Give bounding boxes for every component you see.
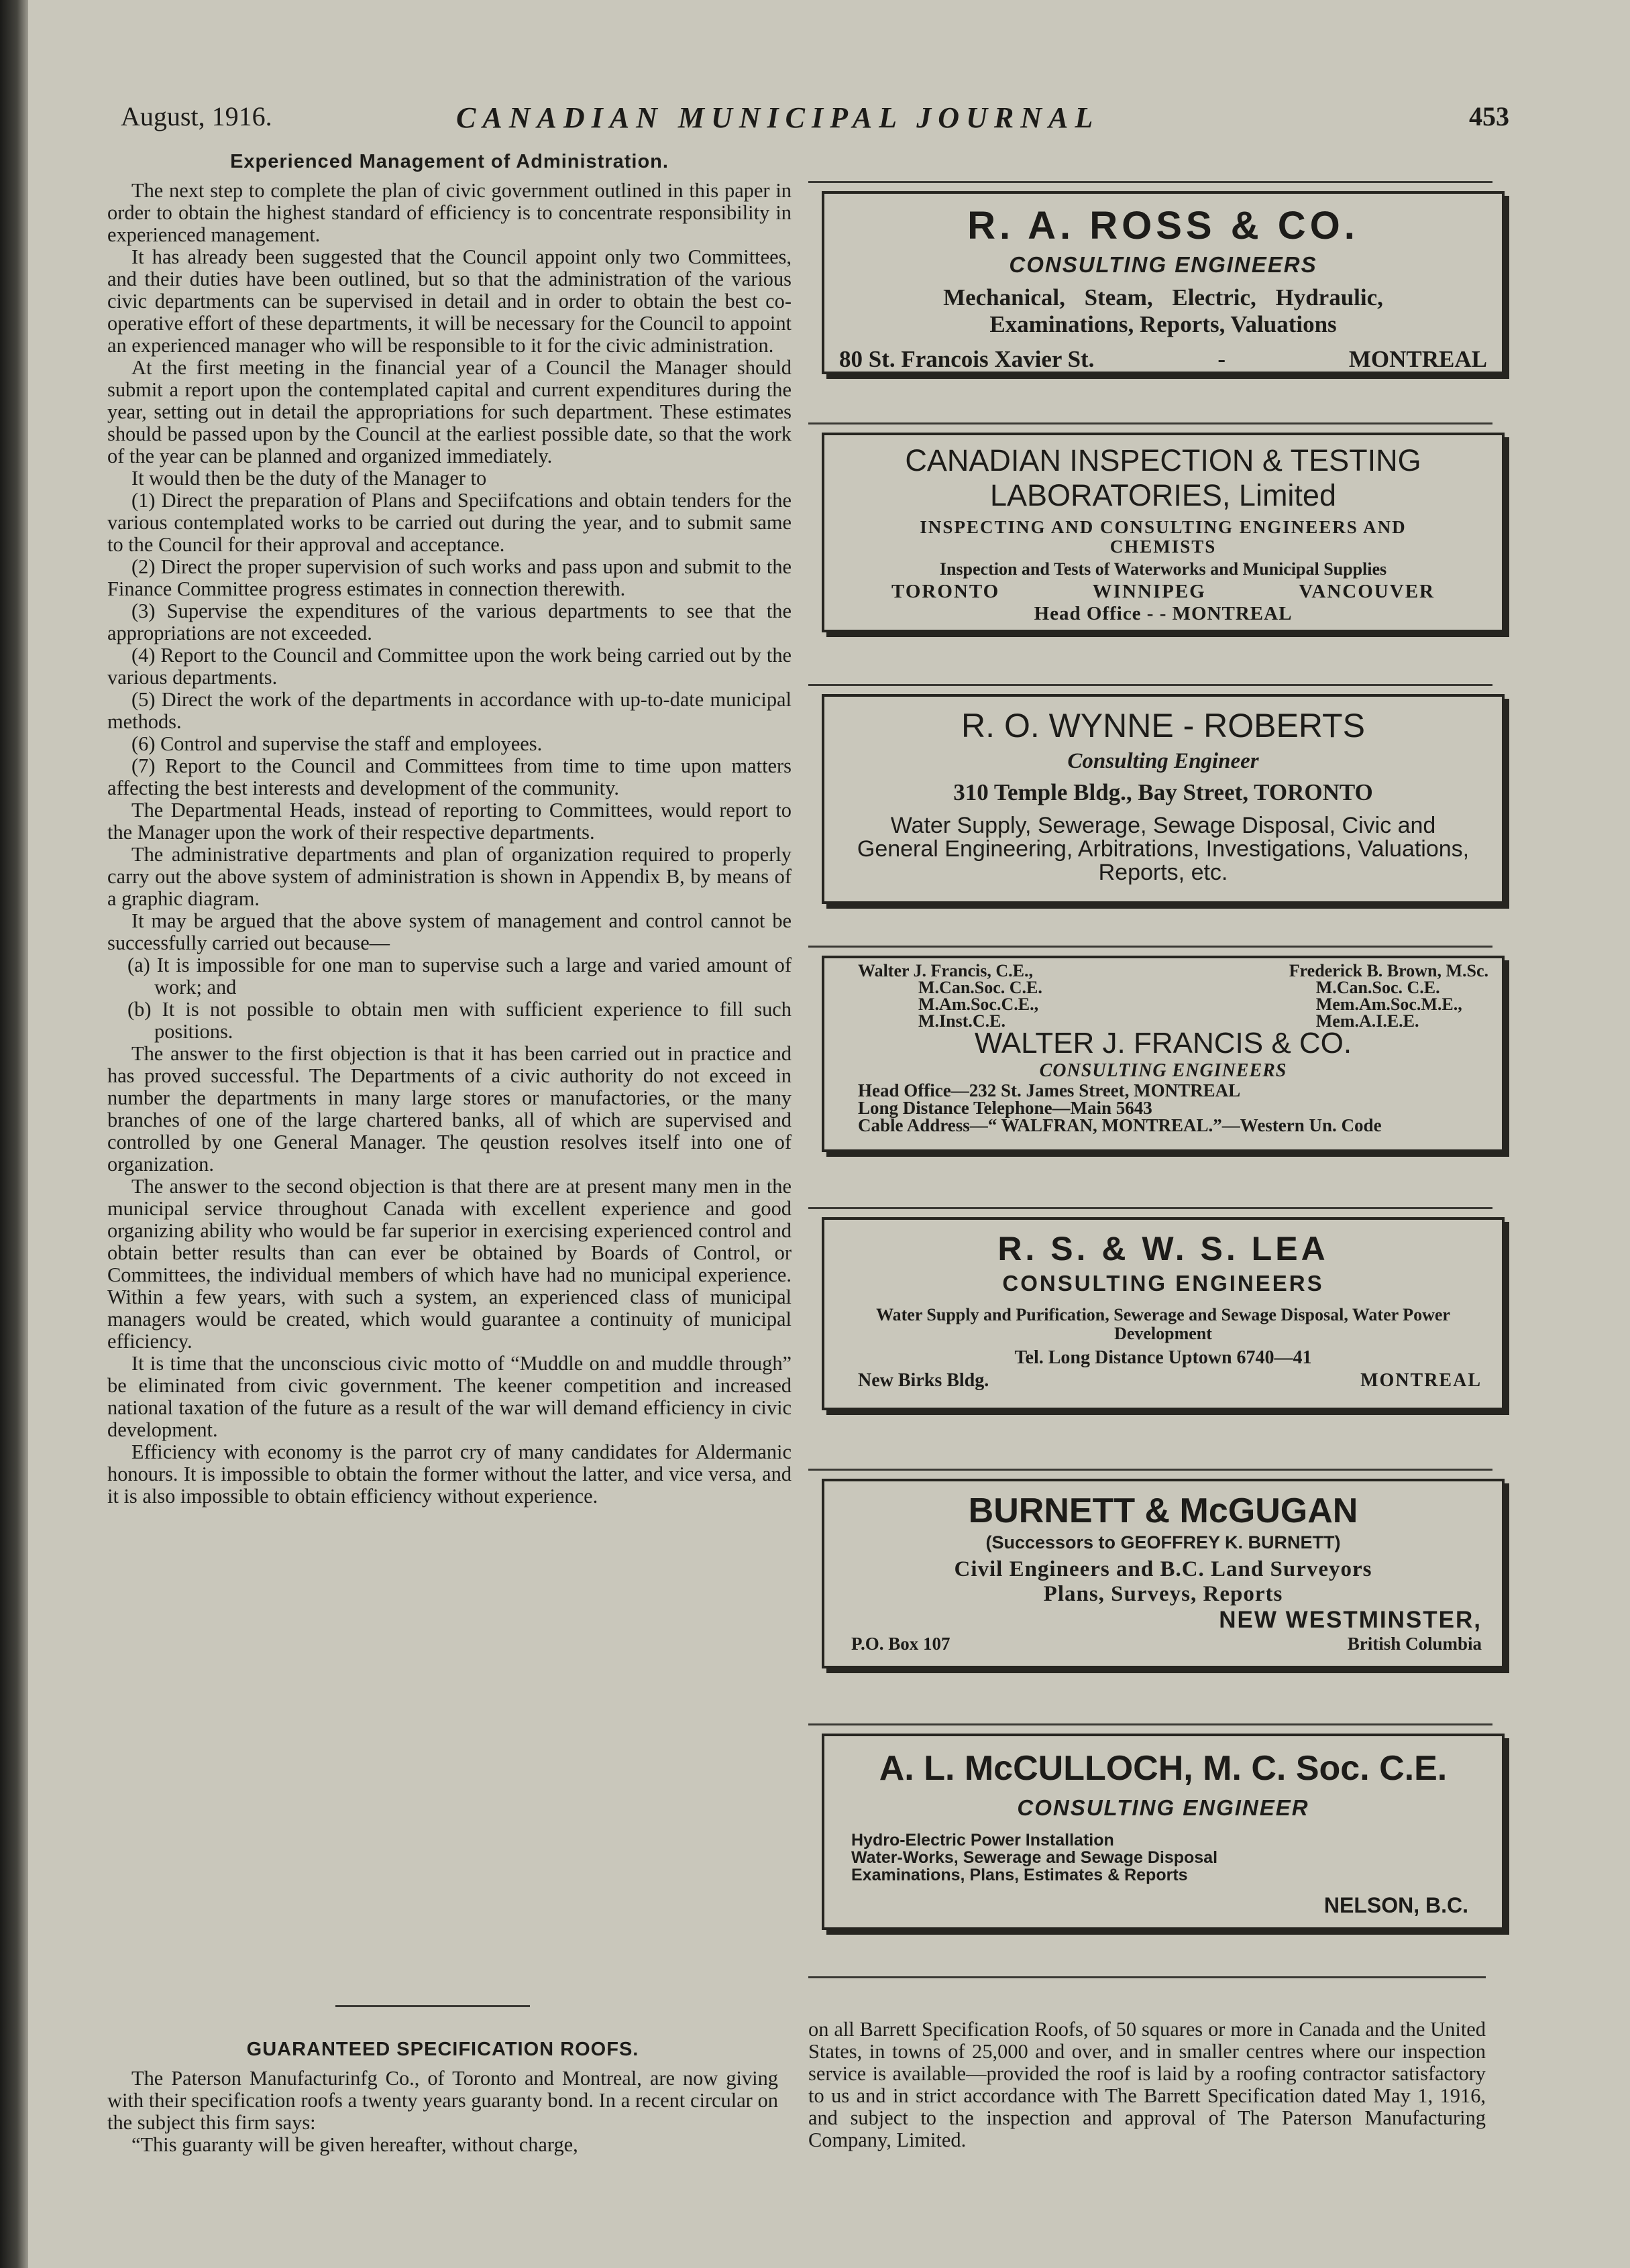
duty-item: (4) Report to the Council and Committee upon the work being carried out by the various departments. [107,644,792,689]
journal-title: CANADIAN MUNICIPAL JOURNAL [456,101,1100,134]
article-paragraph: Efficiency with economy is the parrot cry of many candidates for Aldermanic honours. It is impossible to obtain the former without the latter, and vice versa, and it is also impossible to obtain efficiency without experience. [107,1440,792,1508]
ad-ross-subtitle: CONSULTING ENGINEERS [1009,252,1317,277]
roofs-heading: GUARANTEED SPECIFICATION ROOFS. [246,2039,639,2060]
ad-burnett-province: British Columbia [1347,1634,1482,1654]
page-number: 453 [1469,101,1509,131]
ad-francis-head-office: Head Office—232 St. James Street, MONTREAL [858,1080,1241,1100]
objection-item: (a) It is impossible for one man to supervise such a large and varied amount of work; and [127,954,792,999]
ad-mcculloch-city: NELSON, B.C. [1323,1893,1468,1917]
ad-rule [808,1207,1492,1209]
ad-ross-address: 80 St. Francois Xavier St. [839,346,1095,372]
ads-bottom-rule [808,1976,1486,1978]
ad-mcculloch-name: A. L. McCULLOCH, M. C. Soc. C.E. [879,1749,1448,1788]
ad-ross-city: MONTREAL [1348,346,1487,372]
ad-rule [808,181,1492,183]
article-paragraph: It would then be the duty of the Manager to [131,467,487,490]
ad-lea-telephone: Tel. Long Distance Uptown 6740—41 [1014,1347,1312,1368]
ad-francis-name: WALTER J. FRANCIS & CO. [974,1027,1352,1060]
ad-burnett-name: BURNETT & McGUGAN [968,1491,1358,1530]
ad-mcculloch-services: Hydro-Electric Power Installation [851,1831,1114,1850]
ad-francis [822,956,1505,1152]
ad-rule [808,684,1492,686]
ad-wr-services: Water Supply, Sewerage, Sewage Disposal, Civic and General Engineering, Arbitrations, Investigations, Valuations, Reports, etc. [857,813,1470,885]
ad-ci-name: CANADIAN INSPECTION & TESTING [905,443,1421,477]
ad-rule [808,1469,1492,1471]
ad-lea-subtitle: CONSULTING ENGINEERS [1002,1271,1324,1296]
roofs-paragraph: The Paterson Manufacturinfg Co., of Toronto and Montreal, are now giving with their specification roofs a twenty years guaranty bond. In a recent circular on the subject this firm says: [107,2067,778,2134]
ad-ci-name: LABORATORIES, Limited [989,478,1336,512]
ad-francis-partner: M.Am.Soc.C.E., [918,995,1039,1014]
ad-ci-city: WINNIPEG [1092,581,1206,602]
duty-item: (1) Direct the preparation of Plans and Speciifcations and obtain tenders for the various contemplated works to be carried out during the year, and to submit same to the Council for their approval and acceptance. [107,489,792,556]
roofs-paragraph: “This guaranty will be given hereafter, without charge, [131,2133,578,2156]
ad-ci-head-office: Head Office - - MONTREAL [1034,603,1293,624]
ad-francis-cable: Cable Address—“ WALFRAN, MONTREAL.”—Western Un. Code [858,1115,1382,1135]
ad-francis-partner: Frederick B. Brown, M.Sc. [1289,961,1488,980]
article-paragraph: The next step to complete the plan of civic government outlined in this paper in order to obtain the highest standard of efficiency is to concentrate responsibility in experienced management. [107,179,792,246]
roofs-article-right [808,2019,1486,2151]
ad-ross-services: Mechanical, Steam, Electric, Hydraulic, [943,284,1383,310]
ad-burnett-services: Plans, Surveys, Reports [1043,1582,1283,1606]
ad-burnett-city: NEW WESTMINSTER, [1219,1607,1482,1633]
ad-francis-subtitle: CONSULTING ENGINEERS [1039,1060,1287,1081]
page-header [114,101,1509,148]
ad-ross-name: R. A. ROSS & CO. [967,204,1359,247]
duty-item: (2) Direct the proper supervision of such works and pass upon and submit to the Finance Committee progress estimates in connection therewith. [107,555,792,600]
ad-lea [822,1217,1505,1410]
duty-item: (5) Direct the work of the departments in accordance with up-to-date municipal methods. [107,688,792,733]
ad-ci-desc: Inspection and Tests of Waterworks and Municipal Supplies [939,559,1387,579]
ad-rule [808,946,1492,948]
ad-francis-partner: M.Can.Soc. C.E. [918,978,1042,997]
article-paragraph: The answer to the first objection is that it has been carried out in practice and has proved successful. The Departments of a civic authority do not exceed in number the departments in many large stores or manufactories, or the many branches of one of the large chartered banks, all of which are supervised and controlled by one General Manager. The qeustion resolves itself into one of organization. [107,1042,792,1176]
ad-lea-services: Water Supply and Purification, Sewerage and Sewage Disposal, Water Power Development [876,1305,1450,1343]
ad-burnett-services: Civil Engineers and B.C. Land Surveyors [954,1557,1372,1581]
ad-burnett-po-box: P.O. Box 107 [851,1634,950,1654]
ad-ci-city: VANCOUVER [1299,581,1435,602]
article-paragraph: The Departmental Heads, instead of reporting to Committees, would report to the Manager upon the work of their respective departments. [107,799,792,844]
ad-francis-partner: Mem.Am.Soc.M.E., [1315,995,1462,1014]
duty-item: (6) Control and supervise the staff and employees. [131,732,543,755]
ad-mcculloch [822,1734,1505,1930]
article-column [107,151,792,1508]
duty-item: (7) Report to the Council and Committees from time to time upon matters affecting the best interests and development of the community. [107,754,792,799]
article-paragraph: The administrative departments and plan of organization required to properly carry out the above system of administration is shown in Appendix B, by means of a graphic diagram. [107,843,792,910]
ad-burnett-successors: (Successors to GEOFFREY K. BURNETT) [985,1532,1341,1552]
ad-ross-services: Examinations, Reports, Valuations [989,311,1337,337]
ad-wr-subtitle: Consulting Engineer [1067,749,1259,773]
ad-mcculloch-subtitle: CONSULTING ENGINEER [1017,1795,1309,1820]
ad-francis-partner: M.Can.Soc. C.E. [1315,978,1440,997]
ad-mcculloch-services: Examinations, Plans, Estimates & Reports [851,1866,1188,1884]
ad-burnett [822,1479,1505,1668]
article-paragraph: At the first meeting in the financial year of a Council the Manager should submit a report upon the contemplated capital and current expenditures during the year, setting out in detail the appropriations for such department. These estimates should be passed upon by the Council at the earliest possible date, so that the work of the year can be planned and organized immediately. [107,356,792,467]
ad-ross [822,191,1505,374]
ad-francis-telephone: Long Distance Telephone—Main 5643 [858,1098,1152,1118]
ad-francis-partner: M.Inst.C.E. [918,1011,1006,1031]
ad-ross-dash: - [1217,346,1226,372]
issue-date: August, 1916. [121,101,272,131]
ad-rule [808,422,1492,424]
ad-canadian-inspection [822,433,1505,632]
article-paragraph: It is time that the unconscious civic motto of “Muddle on and muddle through” be eliminated from civic government. The keener competition and increased national taxation of the future as a result of the war will demand efficiency in civic development. [107,1352,792,1441]
ad-wynne-roberts [822,694,1505,904]
roofs-article-left [107,2035,778,2156]
ad-lea-name: R. S. & W. S. LEA [997,1230,1329,1267]
section-divider [335,2005,530,2007]
ad-rule [808,1723,1492,1725]
ad-mcculloch-services: Water-Works, Sewerage and Sewage Disposal [851,1848,1218,1867]
article-paragraph: It may be argued that the above system of management and control cannot be successfully carried out because— [107,909,792,954]
article-paragraph: It has already been suggested that the Council appoint only two Committees, and their duties have been outlined, but so that the administration of the various civic departments can be supervised in detail and in order to obtain the best co-operative effort of these departments, it will be necessary for the Council to appoint an experienced manager who will be responsible to it for the civic administration. [107,245,792,357]
page-binding-shadow [0,0,28,2268]
ad-wr-name: R. O. WYNNE - ROBERTS [961,707,1365,744]
roofs-paragraph: on all Barrett Specification Roofs, of 50 squares or more in Canada and the United States, in towns of 25,000 and over, and in smaller centres where our inspection service is available—provided the roof is laid by a roofing contractor satisfactory to us and in strict accordance with The Barrett Specification dated May 1, 1916, and subject to the inspection and approval of The Paterson Manufacturing Company, Limited. [808,2018,1486,2151]
duty-item: (3) Supervise the expenditures of the various departments to see that the appropriations are not exceeded. [107,600,792,644]
ad-wr-address: 310 Temple Bldg., Bay Street, TORONTO [953,779,1373,805]
article-paragraph: The answer to the second objection is that there are at present many men in the municipal service throughout Canada with excellent experience and good organizing ability who would be far superior in exercising experienced control and obtain better results than can ever be obtained by Boards of Control, or Committees, the individual members of which have had no municipal experience. Within a few years, with such a system, an experienced class of municipal managers would be created, which would guarantee a continuity of municipal efficiency. [107,1175,792,1353]
ad-francis-partner: Mem.A.I.E.E. [1315,1011,1419,1031]
ad-lea-address: New Birks Bldg. [858,1370,989,1391]
ad-francis-partner: Walter J. Francis, C.E., [858,961,1033,980]
ad-ci-city: TORONTO [891,581,1000,602]
article-heading: Experienced Management of Administration. [230,151,669,172]
ad-lea-city: MONTREAL [1360,1370,1482,1391]
ad-ci-desc: INSPECTING AND CONSULTING ENGINEERS AND [920,517,1407,537]
ad-ci-desc: CHEMISTS [1109,536,1217,557]
objection-item: (b) It is not possible to obtain men with sufficient experience to fill such positions. [127,998,792,1043]
